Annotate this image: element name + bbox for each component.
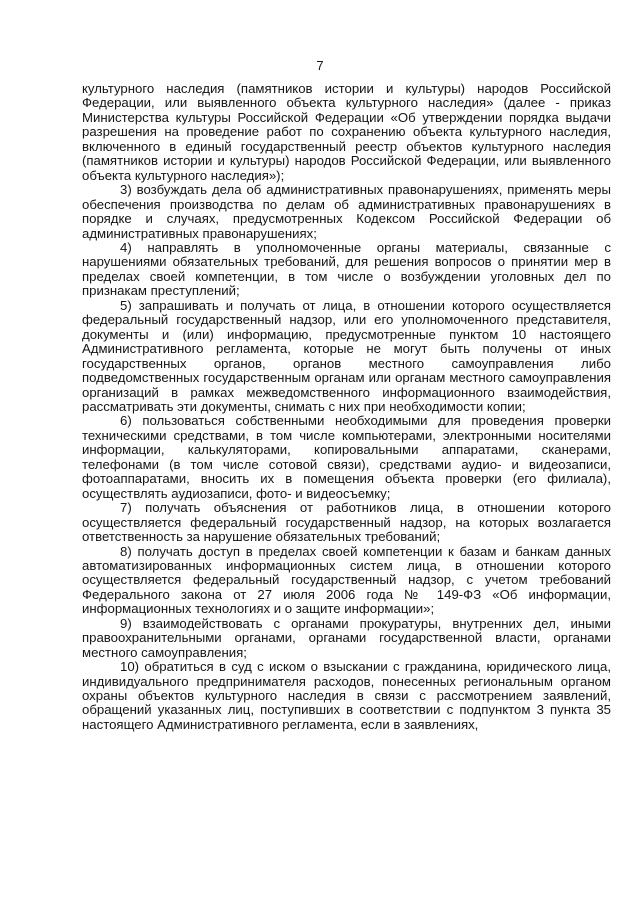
paragraph-item-10: 10) обратиться в суд с иском о взыскании с гражданина, юридического лица, индивидуального предпринимателя расходов, понесенных региональным органом охраны объектов культурного наследия в связи с рассмотрением заявлений, обращений указанных лиц, поступивших в соответствии с подпунктом 3 пункта 35 настоящего Административного регламента, если в заявлениях,: [82, 659, 611, 732]
paragraph-item-9: 9) взаимодействовать с органами прокуратуры, внутренних дел, иными правоохранительными органами, органами государственной власти, органами местного самоуправления;: [82, 615, 611, 660]
body-text: [82, 82, 611, 732]
paragraph-item-3: 3) возбуждать дела об административных правонарушениях, применять меры обеспечения производства по делам об административных правонарушениях в порядке и случаях, предусмотренных Кодексом Российской Федерации об административных правонарушениях;: [82, 182, 611, 241]
paragraph-item-7: 7) получать объяснения от работников лица, в отношении которого осуществляется федеральный государственный надзор, на которых возлагается ответственность за нарушение обязательных требований;: [82, 500, 611, 545]
page-number: 7: [316, 58, 324, 73]
paragraph-item-4: 4) направлять в уполномоченные органы материалы, связанные с нарушениями обязательных требований, для решения вопросов о принятии мер в пределах своей компетенции, в том числе о возбуждении уголовных дел по признакам преступлений;: [82, 239, 611, 299]
paragraph-item-6: 6) пользоваться собственными необходимыми для проведения проверки техническими средствами, в том числе компьютерами, электронными носителями информации, калькуляторами, копировальными аппаратами, сканерами, телефонами (в том числе сотовой связи), средствами аудио- и видеозаписи, фотоаппаратами, вносить их в помещения объекта проверки (его филиала), осуществлять аудиозаписи, фото- и видеосъемку;: [82, 413, 611, 501]
paragraph-continuation: культурного наследия (памятников истории и культуры) народов Российской Федерации, или выявленного объекта культурного наследия» (далее - приказ Министерства культуры Российской Федерации «Об утверждении порядка выдачи разрешения на проведение работ по сохранению объекта культурного наследия, включенного в единый государственный реестр объектов культурного наследия (памятников истории и культуры) народов Российской Федерации, или выявленного объекта культурного наследия»);: [82, 81, 611, 183]
paragraph-item-5: 5) запрашивать и получать от лица, в отношении которого осуществляется федеральный государственный надзор, или его уполномоченного представителя, документы и (или) информацию, предусмотренные пунктом 10 настоящего Административного регламента, которые не могут быть получены от иных государственных органов, органов местного самоуправления либо подведомственных государственным органам или органам местного самоуправления организаций в рамках межведомственного информационного взаимодействия, рассматривать эти документы, снимать с них при необходимости копии;: [82, 297, 611, 414]
paragraph-item-8: 8) получать доступ в пределах своей компетенции к базам и банкам данных автоматизированных информационных систем лица, в отношении которого осуществляется федеральный государственный надзор, с учетом требований Федерального закона от 27 июля 2006 года № 149-ФЗ «Об информации, информационных технологиях и о защите информации»;: [82, 543, 611, 617]
